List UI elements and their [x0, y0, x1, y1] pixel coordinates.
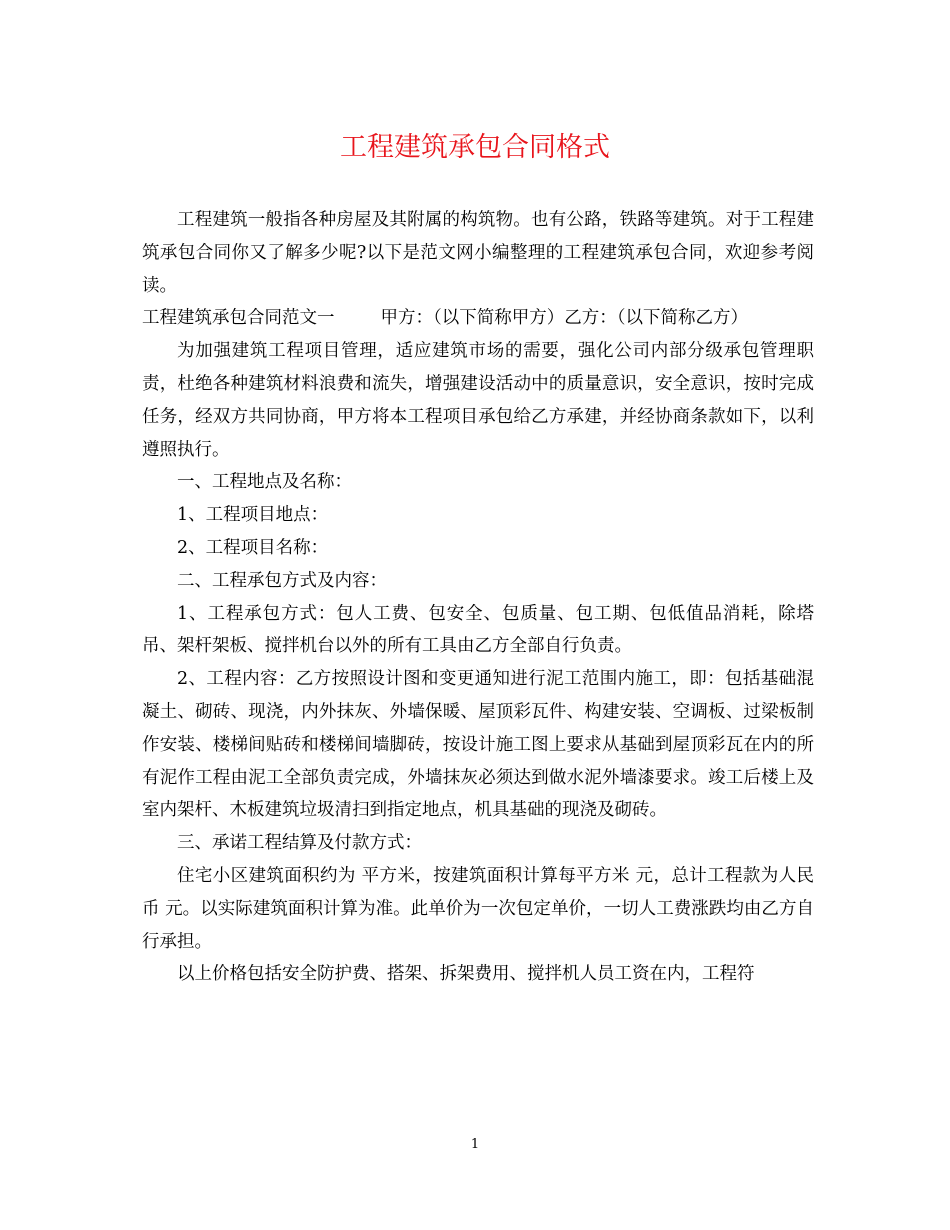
page-number: 1: [470, 1137, 480, 1152]
paragraph-contract-heading: [142, 302, 814, 335]
paragraph-price-includes: 以上价格包括安全防护费、搭架、拆架费用、搅拌机人员工资在内，工程符: [177, 964, 755, 985]
party-labels: 甲方：（以下简称甲方）乙方：（以下简称乙方）: [380, 308, 748, 329]
item-contract-method: 1、工程承包方式：包人工费、包安全、包质量、包工期、包低值品消耗，除塔吊、架杆架板、搅拌机台以外的所有工具由乙方全部自行负责。: [142, 603, 814, 657]
paragraph-intro: 工程建筑一般指各种房屋及其附属的构筑物。也有公路，铁路等建筑。对于工程建筑承包合同你又了解多少呢?以下是范文网小编整理的工程建筑承包合同，欢迎参考阅读。: [142, 210, 814, 296]
item-project-location: 1、工程项目地点：: [177, 505, 329, 526]
item-work-content: 2、工程内容：乙方按照设计图和变更通知进行泥工范围内施工，即：包括基础混凝土、砌砖、现浇，内外抹灰、外墙保暖、屋顶彩瓦件、构建安装、空调板、过梁板制作安装、楼梯间贴砖和楼梯间墙脚砖，按设计施工图上要求从基础到屋顶彩瓦在内的所有泥作工程由泥工全部负责完成，外墙抹灰必须达到做水泥外墙漆要求。竣工后楼上及室内架杆、木板建筑垃圾清扫到指定地点，机具基础的现浇及砌砖。: [142, 669, 814, 821]
paragraph-area-price: 住宅小区建筑面积约为 平方米，按建筑面积计算每平方米 元，总计工程款为人民币 元。以实际建筑面积计算为准。此单价为一次包定单价，一切人工费涨跌均由乙方自行承担。: [142, 865, 814, 952]
section-heading-settlement: 三、承诺工程结算及付款方式：: [177, 833, 422, 854]
document-title: 工程建筑承包合同格式: [340, 132, 610, 163]
section-heading-location: 一、工程地点及名称：: [177, 472, 352, 493]
section-heading-method: 二、工程承包方式及内容：: [177, 570, 387, 591]
document-body: [142, 204, 814, 991]
item-project-name: 2、工程项目名称：: [177, 537, 329, 558]
paragraph-purpose: 为加强建筑工程项目管理，适应建筑市场的需要，强化公司内部分级承包管理职责，杜绝各种建筑材料浪费和流失，增强建设活动中的质量意识，安全意识，按时完成任务，经双方共同协商，甲方将本工程项目承包给乙方承建，并经协商条款如下，以利遵照执行。: [142, 341, 814, 460]
contract-sample-label: 工程建筑承包合同范文一: [142, 308, 335, 329]
